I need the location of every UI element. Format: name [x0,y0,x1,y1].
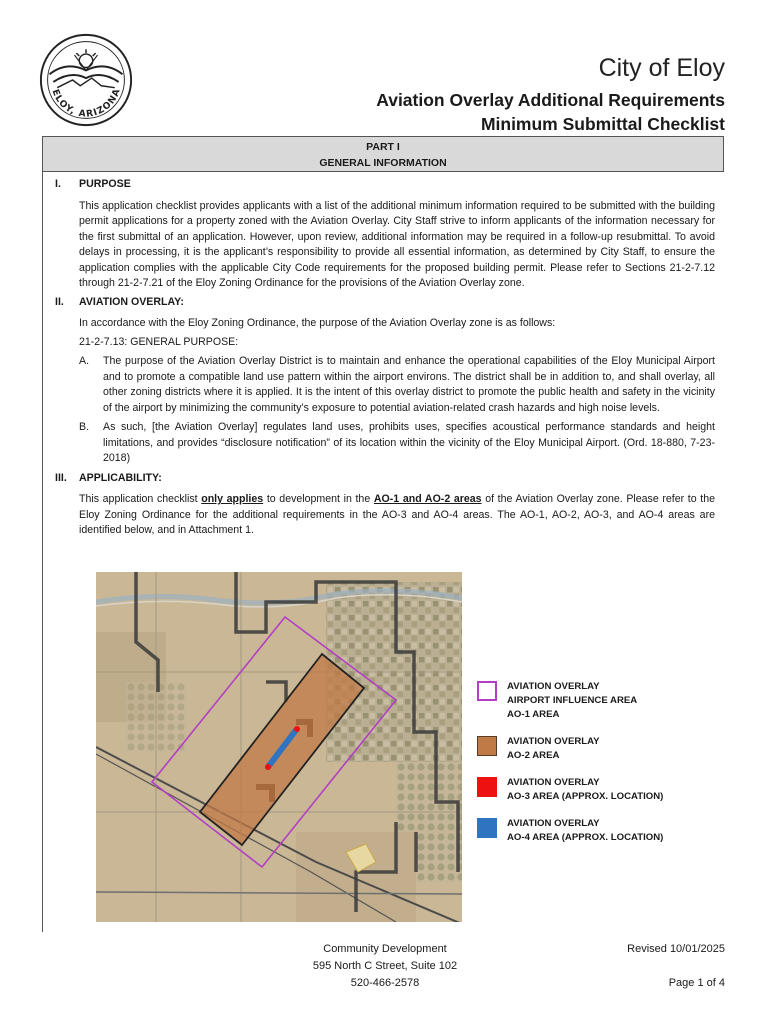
title-line-1: Aviation Overlay Additional Requirements [376,90,725,110]
section-number: I. [55,178,61,190]
legend-item-ao-3 [477,776,737,804]
title-line-2: Minimum Submittal Checklist [480,114,725,134]
legend-line: AO-4 AREA (APPROX. LOCATION) [507,832,664,843]
section-heading-purpose [55,177,715,193]
seal-text: ELOY, ARIZONA [49,86,123,120]
part-subtitle: GENERAL INFORMATION [319,157,447,169]
legend-swatch [477,681,497,701]
list-item [79,420,715,467]
section-number: III. [55,471,67,484]
footer-meta [627,941,725,992]
document-body [55,176,715,539]
legend-label [507,776,663,804]
legend-swatch [477,736,497,756]
list-letter: A. [79,355,90,367]
aviation-overlay-map [96,572,462,922]
legend-line: AO-2 AREA [507,750,560,761]
section-title: PURPOSE [79,178,131,190]
section-title: AVIATION OVERLAY: [79,295,184,308]
section-heading-applicability [55,471,715,487]
list-text: The purpose of the Aviation Overlay District is to maintain and enhance the operational capabilities of the Eloy Municipal Airport and to promote a compatible land use pattern within the airport environs. The district shall be in addition to, and shall overlay, all other zoning districts where it is applied. It is the intent of this overlay district to promote the public health and safety in the vicinity of the airport by minimizing the community’s exposure to potential aviation-related crash hazards and high noise levels. [103,355,715,414]
revision-date: Revised 10/01/2025 [627,943,725,955]
legend-item-ao-2 [477,735,737,763]
legend-line: AVIATION OVERLAY [507,736,600,747]
applicability-text: of the Aviation Overlay zone. Please refer to the Eloy Zoning Ordinance for the additional requirements in the AO-3 and AO-4 areas. The AO-1, AO-2, AO-3, and AO-4 areas are identified below, and in Attachment 1. [79,493,715,536]
footer-phone: 520-466-2578 [350,977,420,989]
svg-text:ELOY, ARIZONA [50,87,123,120]
section-heading-overlay [55,295,715,311]
page-number: Page 1 of 4 [668,977,725,989]
list-letter: B. [79,421,90,433]
legend-line: AIRPORT INFLUENCE AREA [507,695,638,706]
section-number: II. [55,295,64,308]
legend-label [507,817,663,845]
map-legend [477,680,737,858]
part-label: PART I [366,141,400,153]
legend-label [507,735,600,763]
part-header [42,136,724,172]
purpose-paragraph: This application checklist provides applicants with a list of the additional minimum information required to be submitted with the building permit applications for a property zoned with the Aviation Overlay. City Staff strive to inform applicants of the information necessary for the first submittal of an application. However, upon review, additional information may be required in a follow-up resubmittal. To avoid delays in processing, it is the applicant’s responsibility to provide all essential information, as determined by City Staff, to ensure the application complies with the applicable City Code requirements for the proposed building permit. Please refer to Sections 21-2-7.12 through 21-2-7.21 of the Eloy Zoning Ordinance for the provisions of the Aviation Overlay zone. [79,199,715,289]
overlay-code-reference: 21-2-7.13: GENERAL PURPOSE: [79,335,239,348]
legend-line: AVIATION OVERLAY [507,681,600,692]
legend-swatch [477,777,497,797]
document-title [376,88,725,136]
emphasis-ao-areas: AO-1 and AO-2 areas [373,493,482,505]
legend-item-ao-1 [477,680,737,722]
legend-line: AO-3 AREA (APPROX. LOCATION) [507,791,664,802]
overlay-intro: In accordance with the Eloy Zoning Ordinance, the purpose of the Aviation Overlay zone is as follows: [79,317,556,329]
legend-swatch [477,818,497,838]
legend-item-ao-4 [477,817,737,845]
footer-contact [280,941,490,992]
ao-3-marker [265,764,271,770]
footer-address: 595 North C Street, Suite 102 [312,960,458,972]
legend-line: AO-1 AREA [507,709,560,720]
ao-3-marker [294,726,300,732]
applicability-text: This application checklist [79,493,202,505]
footer-department: Community Development [323,943,447,955]
emphasis-only-applies: only applies [201,493,264,505]
section-title: APPLICABILITY: [79,471,162,484]
legend-line: AVIATION OVERLAY [507,777,600,788]
legend-label [507,680,637,722]
section-rule [42,172,43,932]
city-title: City of Eloy [598,54,725,82]
legend-line: AVIATION OVERLAY [507,818,600,829]
city-seal-icon [38,32,134,128]
list-item [79,354,715,416]
applicability-paragraph [79,492,715,539]
applicability-text: to development in the [263,493,374,505]
list-text: As such, [the Aviation Overlay] regulates land uses, prohibits uses, specifies acoustical performance standards and height limitations, and provides “disclosure notification” of its location within the vicinity of the Eloy Municipal Airport. (Ord. 18-880, 7-23-2018) [103,421,715,464]
